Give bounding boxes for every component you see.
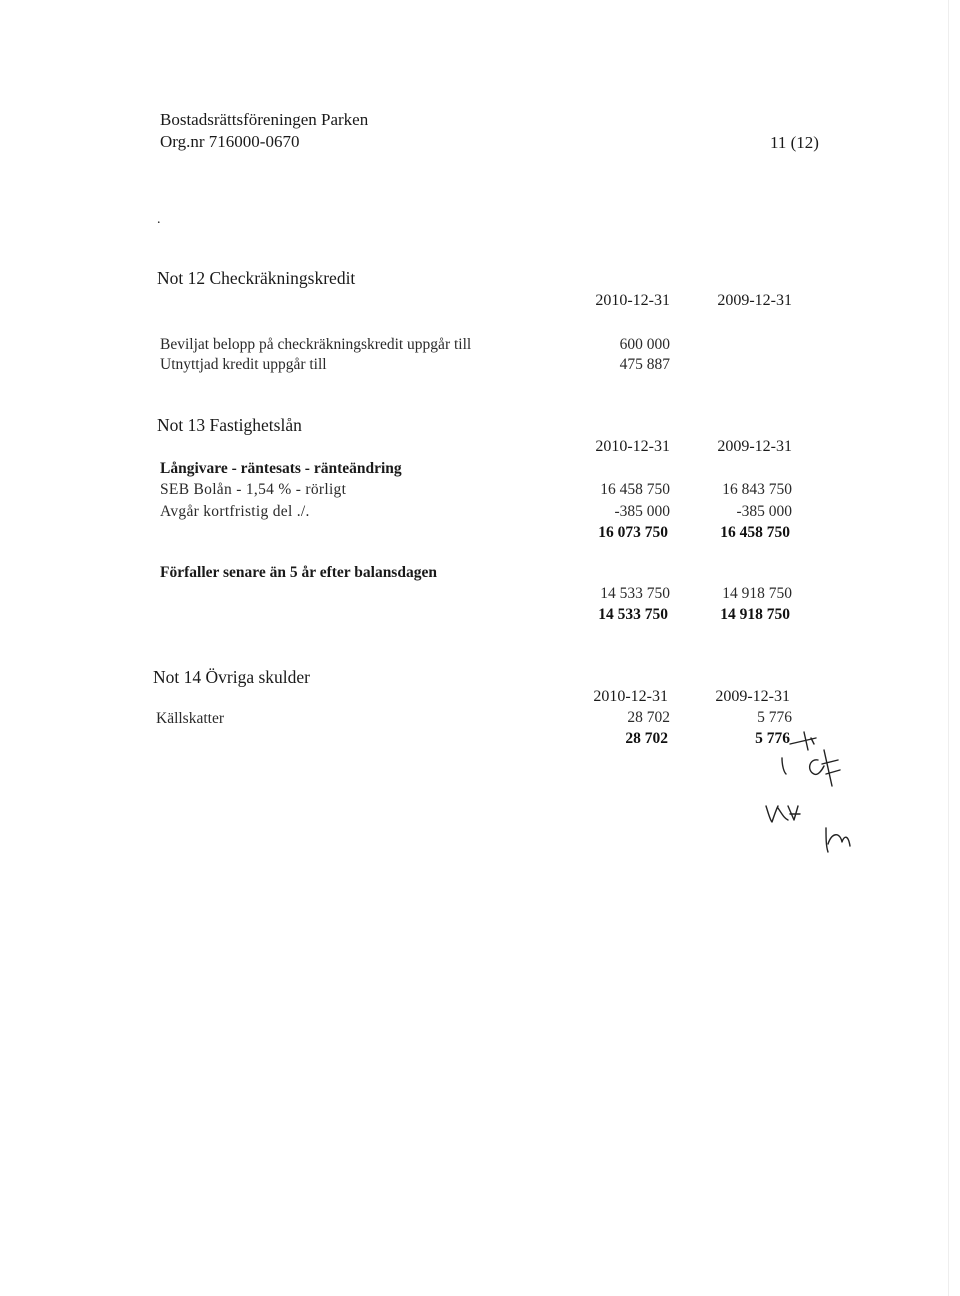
stray-dot: . bbox=[157, 212, 161, 227]
note-13-title: Not 13 Fastighetslån bbox=[157, 415, 302, 435]
note-14-title: Not 14 Övriga skulder bbox=[153, 667, 310, 687]
note-13-seb-loan-2009: 16 843 750 bbox=[722, 481, 792, 498]
note-13-total-2010: 16 073 750 bbox=[598, 524, 668, 541]
note-13-col-2010: 2010-12-31 bbox=[595, 438, 670, 455]
note-13-seb-loan-label: SEB Bolån - 1,54 % - rörligt bbox=[160, 481, 347, 498]
note-12-row-granted-2010: 600 000 bbox=[619, 336, 670, 353]
note-13-total-2009: 16 458 750 bbox=[720, 524, 790, 541]
note-14-withholding-tax-label: Källskatter bbox=[156, 710, 225, 727]
note-12-title: Not 12 Checkräkningskredit bbox=[157, 268, 356, 288]
organization-name: Bostadsrättsföreningen Parken bbox=[160, 110, 369, 129]
note-13-short-term-2010: -385 000 bbox=[614, 503, 670, 520]
page-number: 11 (12) bbox=[770, 133, 819, 152]
note-12-row-used-label: Utnyttjad kredit uppgår till bbox=[160, 356, 327, 373]
handwritten-initials-signature bbox=[760, 728, 870, 858]
note-14-col-2010: 2010-12-31 bbox=[593, 688, 668, 705]
note-13-due-later-2010: 14 533 750 bbox=[600, 585, 670, 602]
note-14-total-2010: 28 702 bbox=[625, 730, 668, 747]
note-14-withholding-tax-2010: 28 702 bbox=[627, 709, 670, 726]
note-13-seb-loan-2010: 16 458 750 bbox=[600, 481, 670, 498]
note-14-withholding-tax-2009: 5 776 bbox=[757, 709, 792, 726]
note-12-row-granted-label: Beviljat belopp på checkräkningskredit uppgår till bbox=[160, 336, 472, 353]
note-13-due-later-2009: 14 918 750 bbox=[722, 585, 792, 602]
note-13-col-2009: 2009-12-31 bbox=[717, 438, 792, 455]
note-13-due-later-heading: Förfaller senare än 5 år efter balansdagen bbox=[160, 564, 437, 581]
note-13-lender-subheading: Långivare - räntesats - ränteändring bbox=[160, 460, 402, 477]
organization-number: Org.nr 716000-0670 bbox=[160, 132, 300, 151]
note-13-due-later-total-2010: 14 533 750 bbox=[598, 606, 668, 623]
note-14-col-2009: 2009-12-31 bbox=[715, 688, 790, 705]
note-12-col-2009: 2009-12-31 bbox=[717, 292, 792, 309]
note-13-short-term-2009: -385 000 bbox=[736, 503, 792, 520]
note-13-due-later-total-2009: 14 918 750 bbox=[720, 606, 790, 623]
note-12-col-2010: 2010-12-31 bbox=[595, 292, 670, 309]
note-13-short-term-label: Avgår kortfristig del ./. bbox=[160, 503, 310, 520]
scan-edge-line bbox=[948, 0, 949, 1296]
note-14-total-2009: 5 776 bbox=[755, 730, 790, 747]
note-12-row-used-2010: 475 887 bbox=[619, 356, 670, 373]
